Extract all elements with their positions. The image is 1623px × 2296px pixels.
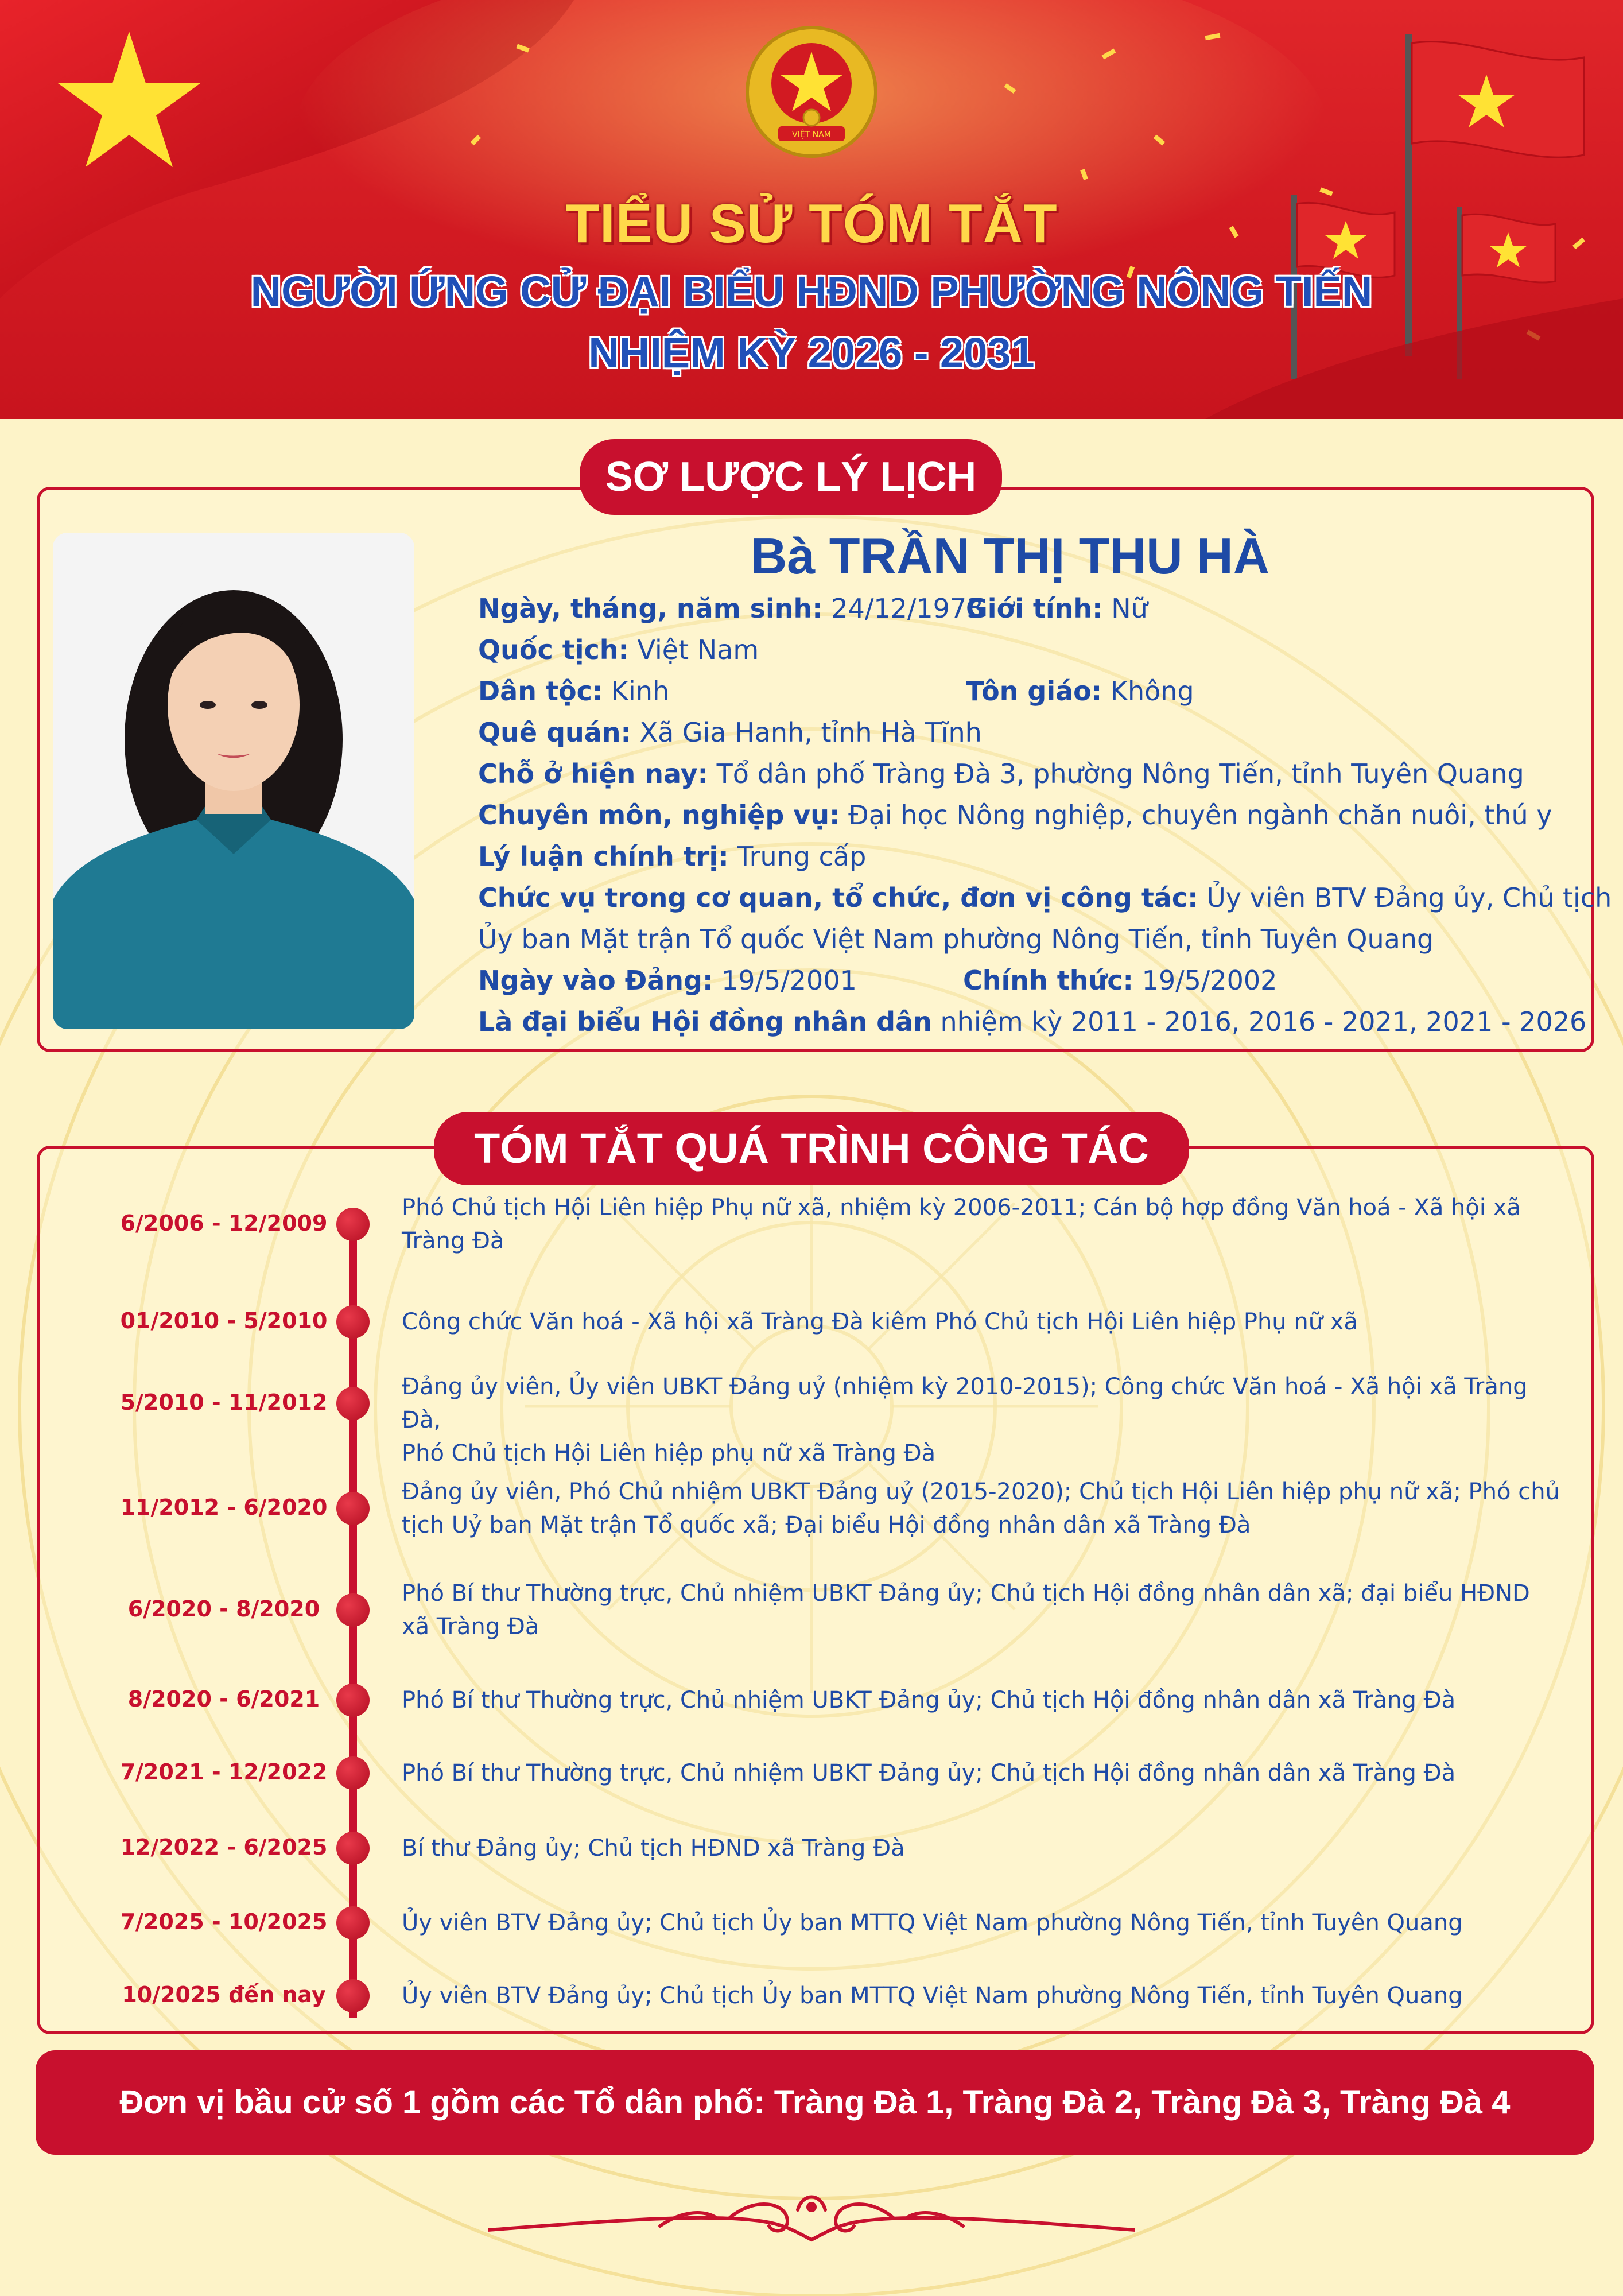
timeline-period: 6/2006 - 12/2009 bbox=[120, 1211, 328, 1236]
info-row-party-join bbox=[478, 965, 857, 996]
timeline-description bbox=[402, 1191, 1567, 1258]
ethnicity-value: Kinh bbox=[611, 676, 670, 707]
position-value-line2: Ủy ban Mặt trận Tổ quốc Việt Nam phường Nông Tiến, tỉnh Tuyên Quang bbox=[478, 924, 1434, 955]
gender-value: Nữ bbox=[1111, 593, 1148, 624]
info-row-position-cont bbox=[478, 924, 1434, 955]
delegate-label: Là đại biểu Hội đồng nhân dân bbox=[478, 1006, 932, 1037]
party-join-label: Ngày vào Đảng: bbox=[478, 965, 713, 996]
career-section-title: TÓM TẮT QUÁ TRÌNH CÔNG TÁC bbox=[434, 1112, 1189, 1185]
timeline-period: 10/2025 đến nay bbox=[122, 1982, 326, 2007]
profession-value: Đại học Nông nghiệp, chuyên ngành chăn nuôi, thú y bbox=[848, 800, 1552, 831]
timeline-description bbox=[402, 1577, 1567, 1643]
candidate-photo bbox=[53, 533, 414, 1029]
info-row-ethnicity bbox=[478, 676, 669, 707]
timeline-description bbox=[402, 1906, 1567, 1940]
info-row-hometown bbox=[478, 717, 982, 748]
gender-label: Giới tính: bbox=[966, 593, 1103, 624]
timeline-period: 01/2010 - 5/2010 bbox=[120, 1308, 328, 1333]
timeline-description bbox=[402, 1305, 1567, 1339]
timeline-description bbox=[402, 1832, 1567, 1865]
delegate-value: nhiệm kỳ 2011 - 2016, 2016 - 2021, 2021 - 2026 bbox=[940, 1006, 1587, 1037]
info-row-official bbox=[963, 965, 1277, 996]
profession-label: Chuyên môn, nghiệp vụ: bbox=[478, 800, 840, 831]
timeline-description bbox=[402, 1475, 1567, 1542]
profile-section-title: SƠ LƯỢC LÝ LỊCH bbox=[580, 439, 1002, 515]
info-row-religion bbox=[966, 676, 1194, 707]
national-emblem-icon bbox=[743, 23, 880, 161]
document-subtitle: NGƯỜI ỨNG CỬ ĐẠI BIỂU HĐND PHƯỜNG NÔNG TIẾN bbox=[250, 267, 1373, 315]
ethnicity-label: Dân tộc: bbox=[478, 676, 603, 707]
timeline-description-line: Phó Bí thư Thường trực, Chủ nhiệm UBKT Đảng ủy; Chủ tịch Hội đồng nhân dân xã Tràng Đà bbox=[402, 1760, 1456, 1786]
timeline-description-line: Bí thư Đảng ủy; Chủ tịch HĐND xã Tràng Đà bbox=[402, 1835, 905, 1861]
timeline-period: 6/2020 - 8/2020 bbox=[127, 1596, 320, 1622]
candidate-name: Bà TRẦN THỊ THU HÀ bbox=[750, 528, 1270, 584]
info-row-dob bbox=[478, 593, 983, 624]
religion-label: Tôn giáo: bbox=[966, 676, 1102, 707]
decorative-flourish-icon bbox=[488, 2187, 1135, 2250]
info-row-profession bbox=[478, 800, 1552, 831]
politics-label: Lý luận chính trị: bbox=[478, 841, 729, 872]
info-row-residence bbox=[478, 758, 1524, 789]
dob-label: Ngày, tháng, năm sinh: bbox=[478, 593, 823, 624]
electoral-unit-banner: Đơn vị bầu cử số 1 gồm các Tổ dân phố: Tràng Đà 1, Tràng Đà 2, Tràng Đà 3, Tràng Đà 4 bbox=[36, 2050, 1594, 2155]
dob-value: 24/12/1973 bbox=[831, 593, 984, 624]
official-label: Chính thức: bbox=[963, 965, 1133, 996]
timeline-description-line: Công chức Văn hoá - Xã hội xã Tràng Đà kiêm Phó Chủ tịch Hội Liên hiệp Phụ nữ xã bbox=[402, 1309, 1358, 1335]
timeline-period: 8/2020 - 6/2021 bbox=[127, 1686, 320, 1712]
info-row-position bbox=[478, 882, 1612, 913]
residence-value: Tổ dân phố Tràng Đà 3, phường Nông Tiến, tỉnh Tuyên Quang bbox=[716, 758, 1524, 789]
timeline-description-line: Phó Bí thư Thường trực, Chủ nhiệm UBKT Đảng ủy; Chủ tịch Hội đồng nhân dân xã; đại biểu HĐND bbox=[402, 1580, 1530, 1607]
position-value-line1: Ủy viên BTV Đảng ủy, Chủ tịch bbox=[1206, 882, 1612, 913]
timeline-description-line: Đảng ủy viên, Ủy viên UBKT Đảng uỷ (nhiệm kỳ 2010-2015); Công chức Văn hoá - Xã hội xã Tràng Đà, bbox=[402, 1374, 1528, 1433]
residence-label: Chỗ ở hiện nay: bbox=[478, 758, 708, 789]
document-term: NHIỆM KỲ 2026 - 2031 bbox=[588, 329, 1035, 377]
info-row-gender bbox=[966, 593, 1148, 624]
hometown-label: Quê quán: bbox=[478, 717, 631, 748]
timeline-description-line: Tràng Đà bbox=[402, 1228, 504, 1254]
timeline-description-line: Phó Chủ tịch Hội Liên hiệp phụ nữ xã Tràng Đà bbox=[402, 1440, 936, 1467]
timeline-period: 7/2025 - 10/2025 bbox=[120, 1909, 328, 1934]
timeline-description bbox=[402, 1756, 1567, 1790]
timeline-description-line: Phó Bí thư Thường trực, Chủ nhiệm UBKT Đảng ủy; Chủ tịch Hội đồng nhân dân xã Tràng Đà bbox=[402, 1687, 1456, 1713]
timeline-description bbox=[402, 1684, 1567, 1717]
official-value: 19/5/2002 bbox=[1141, 965, 1278, 996]
religion-value: Không bbox=[1110, 676, 1194, 707]
document-title: TIỂU SỬ TÓM TẮT bbox=[565, 193, 1058, 254]
hometown-value: Xã Gia Hanh, tỉnh Hà Tĩnh bbox=[639, 717, 982, 748]
timeline-period: 7/2021 - 12/2022 bbox=[120, 1759, 328, 1785]
timeline-period: 12/2022 - 6/2025 bbox=[120, 1835, 328, 1860]
timeline-description-line: xã Tràng Đà bbox=[402, 1614, 539, 1640]
timeline-period: 5/2010 - 11/2012 bbox=[120, 1390, 328, 1415]
position-label: Chức vụ trong cơ quan, tổ chức, đơn vị công tác: bbox=[478, 882, 1198, 913]
timeline-description-line: Ủy viên BTV Đảng ủy; Chủ tịch Ủy ban MTTQ Việt Nam phường Nông Tiến, tỉnh Tuyên Quang bbox=[402, 1910, 1463, 1936]
party-join-value: 19/5/2001 bbox=[721, 965, 857, 996]
svg-text:VIỆT NAM: VIỆT NAM bbox=[792, 130, 831, 139]
timeline-description-line: Ủy viên BTV Đảng ủy; Chủ tịch Ủy ban MTTQ Việt Nam phường Nông Tiến, tỉnh Tuyên Quang bbox=[402, 1983, 1463, 2009]
timeline-description bbox=[402, 1979, 1567, 2012]
politics-value: Trung cấp bbox=[737, 841, 867, 872]
info-row-delegate bbox=[478, 1006, 1586, 1037]
timeline-description bbox=[402, 1370, 1567, 1470]
timeline-description-line: Phó Chủ tịch Hội Liên hiệp Phụ nữ xã, nhiệm kỳ 2006-2011; Cán bộ hợp đồng Văn hoá - Xã hội xã bbox=[402, 1194, 1521, 1221]
timeline-description-line: tịch Uỷ ban Mặt trận Tổ quốc xã; Đại biểu Hội đồng nhân dân xã Tràng Đà bbox=[402, 1512, 1251, 1538]
header-banner bbox=[0, 0, 1623, 419]
timeline-period: 11/2012 - 6/2020 bbox=[120, 1495, 328, 1520]
nationality-label: Quốc tịch: bbox=[478, 634, 629, 665]
timeline-description-line: Đảng ủy viên, Phó Chủ nhiệm UBKT Đảng uỷ (2015-2020); Chủ tịch Hội Liên hiệp phụ nữ xã; Phó chủ bbox=[402, 1479, 1560, 1505]
info-row-nationality bbox=[478, 634, 759, 665]
nationality-value: Việt Nam bbox=[637, 634, 759, 665]
info-row-politics bbox=[478, 841, 866, 872]
